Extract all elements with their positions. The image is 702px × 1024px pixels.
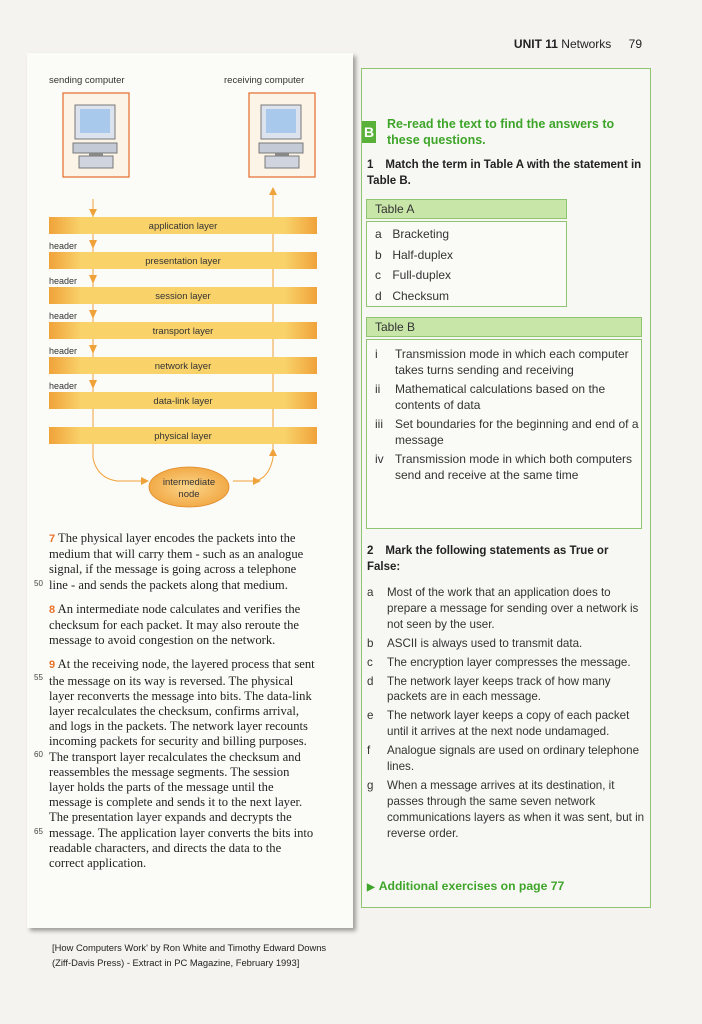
header-label: header — [49, 276, 78, 286]
statement-item: f Analogue signals are used on ordinary telephone lines. — [367, 744, 640, 774]
layer-data-link — [49, 392, 317, 409]
table-a-item: c Full-duplex — [375, 268, 452, 282]
line-number: 65 — [34, 827, 43, 836]
table-b-item: i Transmission mode in which each computer takes turns sending and receiving — [375, 347, 629, 377]
statements-list — [367, 585, 645, 845]
layer-transport — [49, 322, 317, 339]
svg-text:physical layer: physical layer — [154, 431, 212, 442]
statement-item: c The encryption layer compresses the message. — [367, 655, 631, 669]
triangle-right-icon: ▶ — [367, 882, 375, 893]
layer-application — [49, 217, 317, 234]
page-header — [514, 37, 642, 51]
table-b-item: ii Mathematical calculations based on the contents of data — [375, 382, 606, 412]
svg-text:node: node — [178, 489, 200, 500]
header-label: header — [49, 241, 78, 251]
table-a-item: a Bracketing — [375, 227, 450, 241]
page-number: 79 — [628, 37, 642, 51]
header-label: header — [49, 381, 78, 391]
header-label: header — [49, 346, 78, 356]
citation: [How Computers Work' by Ron White and Timothy Edward Downs (Ziff-Davis Press) - Extract in PC Magazine, February 1993] — [52, 942, 327, 968]
table-a-item: b Half-duplex — [375, 247, 454, 262]
line-number: 60 — [34, 750, 43, 759]
svg-text:session layer: session layer — [155, 291, 211, 302]
section-badge: B — [362, 121, 376, 143]
section-label: Networks — [561, 37, 612, 51]
svg-text:transport layer: transport layer — [152, 326, 214, 337]
paragraph-9: 9 At the receiving node, the layered process that sent the message on its way is reversed. The physical layer reconverts the message into bits. The data-link layer recalculates the checksum, confirms arrival, and logs in the packets. The network layer recounts incoming packets for security and billing purposes. The transport layer recalculates the checksum and reassembles the message segments. The session layer holds the parts of the message until the message is complete and sends it to the next layer. The presentation layer expands and decrypts the message. The application layer converts the bits into readable characters, and directs the data to the correct application. — [49, 657, 315, 871]
svg-text:network layer: network layer — [154, 361, 212, 372]
layer-network — [49, 357, 317, 374]
svg-text:data-link layer: data-link layer — [153, 396, 213, 407]
table-b — [366, 339, 642, 529]
intermediate-node — [149, 467, 229, 507]
statement-item: g When a message arrives at its destination, it passes through the same seven network communications layers as when it was sent, but in reverse order. — [367, 778, 645, 840]
exercise-panel — [361, 68, 651, 908]
table-a-title: Table A — [366, 199, 567, 219]
layer-physical — [49, 427, 317, 444]
table-a-item: d Checksum — [375, 288, 450, 303]
sending-computer-icon — [63, 93, 129, 177]
receiving-computer-icon — [249, 93, 315, 177]
statement-item: d The network layer keeps track of how many packets are in each message. — [367, 674, 611, 704]
paragraph-7: 7 The physical layer encodes the packets into the medium that will carry them - such as an analogue signal, if the message is going across a telephone line - and sends the packets along that medium. — [49, 531, 304, 592]
statement-item: e The network layer keeps a copy of each packet until it arrives at the next node undamaged. — [367, 709, 630, 739]
layer-presentation — [49, 252, 317, 269]
question-2: 2 Mark the following statements as True or False: — [367, 545, 609, 573]
osi-diagram — [27, 53, 353, 523]
exercise-title: Re-read the text to find the answers to these questions. — [387, 117, 615, 147]
sending-computer-label: sending computer — [49, 75, 125, 86]
question-1: 1 Match the term in Table A with the statement in Table B. — [367, 159, 642, 187]
table-b-item: iv Transmission mode in which both computers send and receive at the same time — [375, 452, 632, 482]
line-number: 50 — [34, 579, 43, 588]
table-a — [366, 221, 567, 307]
additional-exercises-link[interactable]: ▶ Additional exercises on page 77 — [367, 879, 565, 893]
svg-text:application layer: application layer — [148, 221, 218, 232]
statement-item: a Most of the work that an application does to prepare a message for sending over a network is not seen by the user. — [367, 586, 639, 631]
receiving-computer-label: receiving computer — [224, 75, 305, 86]
table-b-item: iii Set boundaries for the beginning and end of a message — [375, 417, 639, 447]
line-number: 55 — [34, 673, 43, 682]
header-label: header — [49, 311, 78, 321]
layer-session — [49, 287, 317, 304]
paragraph-8: 8 An intermediate node calculates and verifies the checksum for each packet. It may also reroute the message to avoid congestion on the network. — [49, 601, 301, 648]
reading-panel — [27, 53, 353, 928]
statement-item: b ASCII is always used to transmit data. — [367, 636, 583, 650]
reading-text — [49, 531, 317, 880]
table-b-title: Table B — [366, 317, 642, 337]
svg-text:intermediate: intermediate — [162, 477, 216, 488]
unit-label: UNIT 11 — [513, 37, 558, 51]
svg-text:presentation layer: presentation layer — [145, 256, 221, 267]
